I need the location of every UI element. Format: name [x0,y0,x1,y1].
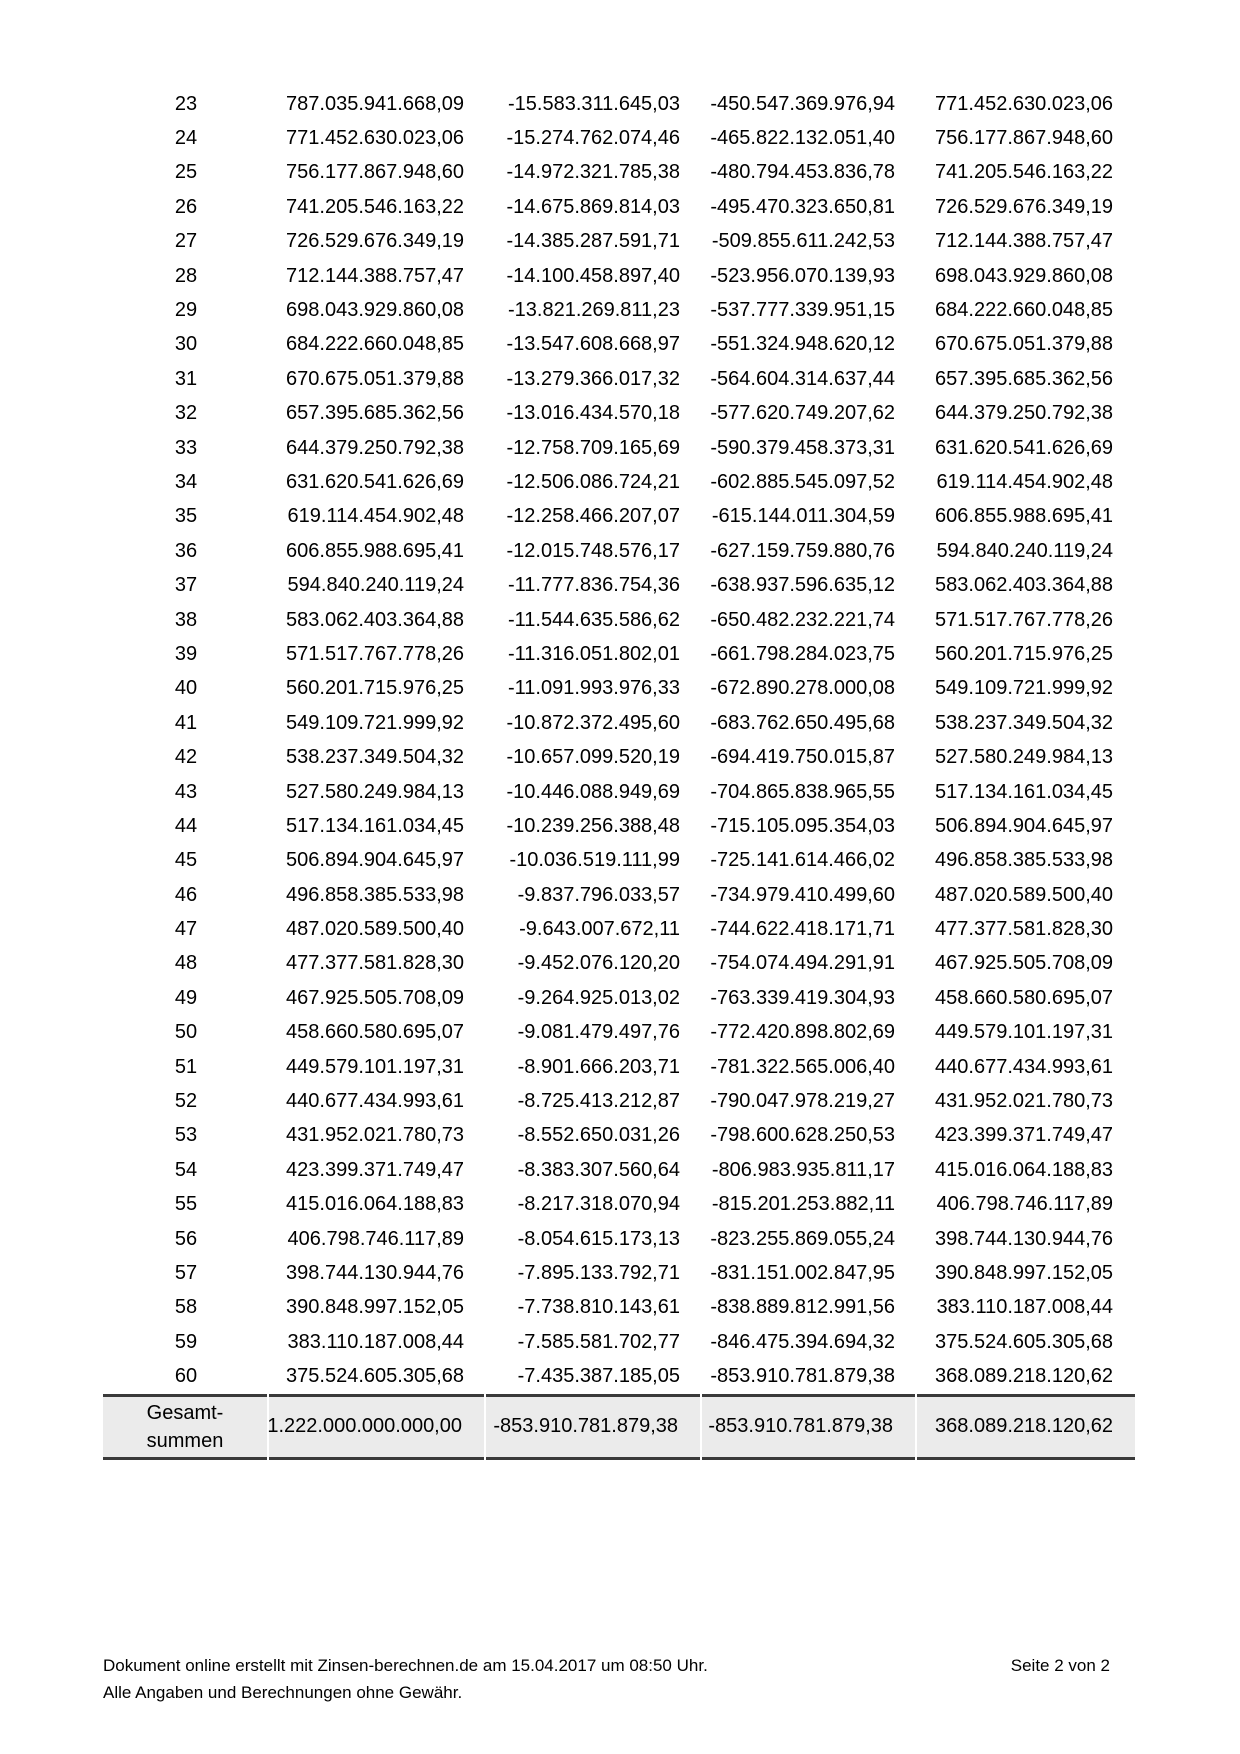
value-cell-col4: 712.144.388.757,47 [935,230,1113,253]
row-number-cell: 53 [174,1124,198,1147]
value-cell-col1: 684.222.660.048,85 [286,333,464,356]
value-cell-col4: 487.020.589.500,40 [935,883,1113,906]
value-cell-col2: -11.544.635.586,62 [507,608,680,631]
value-cell-col1: 375.524.605.305,68 [286,1365,464,1388]
table-row [103,1291,1135,1325]
table-row [103,328,1135,362]
value-cell-col4: 741.205.546.163,22 [935,161,1113,184]
table-row [103,465,1135,499]
value-cell-col2: -9.264.925.013,02 [517,986,680,1009]
value-cell-col1: 670.675.051.379,88 [286,367,464,390]
row-number-cell: 39 [174,642,198,665]
value-cell-col3: -615.144.011.304,59 [711,505,895,528]
value-cell-col3: -744.622.418.171,71 [710,918,895,941]
table-row [103,672,1135,706]
summary-label [103,1394,267,1460]
row-number-cell: 55 [174,1193,198,1216]
value-cell-col3: -790.047.978.219,27 [710,1090,895,1113]
value-cell-col3: -495.470.323.650,81 [710,195,895,218]
value-cell-col3: -772.420.898.802,69 [710,1021,895,1044]
value-cell-col2: -7.435.387.185,05 [517,1365,680,1388]
value-cell-col2: -8.725.413.212,87 [517,1090,680,1113]
value-cell-col2: -11.091.993.976,33 [507,677,680,700]
value-cell-col3: -509.855.611.242,53 [711,230,895,253]
table-row [103,534,1135,568]
row-number-cell: 41 [174,711,198,734]
value-cell-col4: 477.377.581.828,30 [935,918,1113,941]
value-cell-col4: 644.379.250.792,38 [935,402,1113,425]
value-cell-col4: 538.237.349.504,32 [935,711,1113,734]
table-row [103,706,1135,740]
table-row [103,568,1135,602]
value-cell-col4: 756.177.867.948,60 [935,127,1113,150]
value-cell-col1: 527.580.249.984,13 [286,780,464,803]
table-row [103,912,1135,946]
value-cell-col2: -15.583.311.645,03 [507,92,680,115]
value-cell-col2: -9.837.796.033,57 [517,883,680,906]
value-cell-col2: -8.217.318.070,94 [517,1193,680,1216]
row-number-cell: 40 [174,677,198,700]
row-number-cell: 47 [174,918,198,941]
value-cell-col1: 631.620.541.626,69 [286,470,464,493]
row-number-cell: 48 [174,952,198,975]
value-cell-col4: 415.016.064.188,83 [935,1158,1113,1181]
row-number-cell: 56 [174,1227,198,1250]
value-cell-col2: -7.738.810.143,61 [517,1296,680,1319]
table-row [103,1119,1135,1153]
value-cell-col2: -11.777.836.754,36 [507,574,680,597]
value-cell-col3: -537.777.339.951,15 [710,299,895,322]
value-cell-col1: 560.201.715.976,25 [286,677,464,700]
table-row [103,1256,1135,1290]
value-cell-col2: -13.279.366.017,32 [506,367,680,390]
value-cell-col2: -13.821.269.811,23 [507,299,680,322]
value-cell-col1: 571.517.767.778,26 [286,642,464,665]
value-cell-col1: 506.894.904.645,97 [286,849,464,872]
table-row [103,397,1135,431]
row-number-cell: 26 [174,195,198,218]
value-cell-col3: -465.822.132.051,40 [710,127,895,150]
row-number-cell: 36 [174,539,198,562]
value-cell-col1: 583.062.403.364,88 [286,608,464,631]
table-row [103,362,1135,396]
value-cell-col1: 458.660.580.695,07 [286,1021,464,1044]
row-number-cell: 23 [174,92,198,115]
value-cell-col1: 538.237.349.504,32 [286,746,464,769]
value-cell-col3: -725.141.614.466,02 [710,849,895,872]
value-cell-col3: -831.151.002.847,95 [710,1261,895,1284]
table-row [103,156,1135,190]
value-cell-col3: -480.794.453.836,78 [710,161,895,184]
value-cell-col3: -523.956.070.139,93 [710,264,895,287]
value-cell-col3: -694.419.750.015,87 [710,746,895,769]
value-cell-col4: 517.134.161.034,45 [935,780,1113,803]
value-cell-col1: 390.848.997.152,05 [286,1296,464,1319]
value-cell-col1: 406.798.746.117,89 [287,1227,464,1250]
value-cell-col2: -9.643.007.672,11 [519,918,680,941]
table-row [103,603,1135,637]
value-cell-col2: -8.383.307.560,64 [517,1158,680,1181]
table-row [103,1153,1135,1187]
value-cell-col4: 771.452.630.023,06 [935,92,1113,115]
row-number-cell: 24 [174,127,198,150]
table-row [103,1050,1135,1084]
row-number-cell: 42 [174,746,198,769]
value-cell-col3: -551.324.948.620,12 [710,333,895,356]
table-row [103,1222,1135,1256]
value-cell-col3: -650.482.232.221,74 [710,608,895,631]
value-cell-col3: -627.159.759.880,76 [710,539,895,562]
value-cell-col3: -450.547.369.976,94 [710,92,895,115]
value-cell-col4: 368.089.218.120,62 [935,1365,1113,1388]
value-cell-col4: 390.848.997.152,05 [935,1261,1113,1284]
table-row [103,1016,1135,1050]
value-cell-col3: -763.339.419.304,93 [710,986,895,1009]
value-cell-col2: -8.552.650.031,26 [517,1124,680,1147]
footer-line2: Alle Angaben und Berechnungen ohne Gewähr. [103,1683,463,1702]
value-cell-col2: -11.316.051.802,01 [507,642,680,665]
value-cell-col4: 449.579.101.197,31 [935,1021,1113,1044]
table-row [103,87,1135,121]
value-cell-col2: -12.258.466.207,07 [506,505,680,528]
row-number-cell: 60 [174,1365,198,1388]
value-cell-col3: -734.979.410.499,60 [710,883,895,906]
table-row [103,740,1135,774]
value-cell-col2: -14.972.321.785,38 [506,161,680,184]
row-number-cell: 28 [174,264,198,287]
value-cell-col3: -638.937.596.635,12 [710,574,895,597]
table-row [103,947,1135,981]
row-number-cell: 34 [174,470,198,493]
value-cell-col4: 549.109.721.999,92 [935,677,1113,700]
table-row [103,981,1135,1015]
table-row [103,225,1135,259]
value-cell-col3: -781.322.565.006,40 [710,1055,895,1078]
value-cell-col2: -14.100.458.897,40 [506,264,680,287]
value-cell-col4: 571.517.767.778,26 [935,608,1113,631]
value-cell-col4: 560.201.715.976,25 [935,642,1113,665]
value-cell-col1: 741.205.546.163,22 [286,195,464,218]
row-number-cell: 58 [174,1296,198,1319]
value-cell-col4: 383.110.187.008,44 [936,1296,1113,1319]
table-row [103,293,1135,327]
value-cell-col2: -10.036.519.111,99 [509,849,680,872]
value-cell-col2: -9.081.479.497,76 [517,1021,680,1044]
row-number-cell: 33 [174,436,198,459]
value-cell-col3: -853.910.781.879,38 [710,1365,895,1388]
row-number-cell: 25 [174,161,198,184]
value-cell-col1: 398.744.130.944,76 [286,1261,464,1284]
value-cell-col2: -12.015.748.576,17 [506,539,680,562]
value-cell-col3: -704.865.838.965,55 [710,780,895,803]
value-cell-col3: -846.475.394.694,32 [710,1330,895,1353]
value-cell-col3: -590.379.458.373,31 [710,436,895,459]
table-row [103,1188,1135,1222]
summary-label-line1: Gesamt- [146,1401,224,1424]
value-cell-col2: -10.446.088.949,69 [506,780,680,803]
value-cell-col3: -661.798.284.023,75 [710,642,895,665]
value-cell-col1: 771.452.630.023,06 [286,127,464,150]
value-cell-col2: -14.675.869.814,03 [506,195,680,218]
value-cell-col3: -577.620.749.207,62 [710,402,895,425]
value-cell-col4: 583.062.403.364,88 [935,574,1113,597]
value-cell-col1: 517.134.161.034,45 [286,814,464,837]
table-row [103,259,1135,293]
value-cell-col1: 423.399.371.749,47 [286,1158,464,1181]
row-number-cell: 54 [174,1158,198,1181]
value-cell-col4: 619.114.454.902,48 [936,470,1113,493]
value-cell-col3: -798.600.628.250,53 [710,1124,895,1147]
table-row [103,500,1135,534]
value-cell-col2: -10.657.099.520,19 [506,746,680,769]
value-cell-col2: -14.385.287.591,71 [506,230,680,253]
row-number-cell: 38 [174,608,198,631]
value-cell-col4: 398.744.130.944,76 [935,1227,1113,1250]
value-cell-col4: 594.840.240.119,24 [936,539,1113,562]
value-cell-col1: 594.840.240.119,24 [287,574,464,597]
value-cell-col4: 440.677.434.993,61 [935,1055,1113,1078]
summary-total-col3: -853.910.781.879,38 [702,1394,915,1460]
value-cell-col1: 383.110.187.008,44 [287,1330,464,1353]
row-number-cell: 30 [174,333,198,356]
row-number-cell: 27 [174,230,198,253]
summary-label-line2: summen [146,1429,224,1452]
value-cell-col1: 449.579.101.197,31 [286,1055,464,1078]
row-number-cell: 49 [174,986,198,1009]
value-cell-col4: 631.620.541.626,69 [935,436,1113,459]
table-row [103,637,1135,671]
value-cell-col1: 787.035.941.668,09 [286,92,464,115]
row-number-cell: 35 [174,505,198,528]
value-cell-col4: 375.524.605.305,68 [935,1330,1113,1353]
value-cell-col1: 606.855.988.695,41 [286,539,464,562]
value-cell-col1: 756.177.867.948,60 [286,161,464,184]
value-cell-col3: -715.105.095.354,03 [710,814,895,837]
row-number-cell: 44 [174,814,198,837]
value-cell-col4: 496.858.385.533,98 [935,849,1113,872]
value-cell-col2: -13.016.434.570,18 [506,402,680,425]
value-cell-col4: 670.675.051.379,88 [935,333,1113,356]
row-number-cell: 31 [174,367,198,390]
value-cell-col4: 684.222.660.048,85 [935,299,1113,322]
row-number-cell: 43 [174,780,198,803]
value-cell-col2: -15.274.762.074,46 [506,127,680,150]
document-footer [103,1652,708,1706]
table-row [103,1359,1135,1393]
value-cell-col4: 506.894.904.645,97 [935,814,1113,837]
row-number-cell: 59 [174,1330,198,1353]
value-cell-col1: 431.952.021.780,73 [286,1124,464,1147]
footer-line1: Dokument online erstellt mit Zinsen-berechnen.de am 15.04.2017 um 08:50 Uhr. [103,1656,708,1675]
value-cell-col3: -806.983.935.811,17 [711,1158,895,1181]
row-number-cell: 37 [174,574,198,597]
value-cell-col1: 477.377.581.828,30 [286,952,464,975]
value-cell-col3: -838.889.812.991,56 [710,1296,895,1319]
row-number-cell: 50 [174,1021,198,1044]
summary-total-col1: 1.222.000.000.000,00 [269,1394,484,1460]
value-cell-col4: 527.580.249.984,13 [935,746,1113,769]
value-cell-col3: -754.074.494.291,91 [710,952,895,975]
table-row [103,775,1135,809]
value-cell-col2: -10.872.372.495,60 [506,711,680,734]
row-number-cell: 45 [174,849,198,872]
value-cell-col1: 487.020.589.500,40 [286,918,464,941]
value-cell-col3: -823.255.869.055,24 [710,1227,895,1250]
row-number-cell: 32 [174,402,198,425]
value-cell-col1: 712.144.388.757,47 [286,264,464,287]
value-cell-col4: 726.529.676.349,19 [935,195,1113,218]
value-cell-col3: -672.890.278.000,08 [710,677,895,700]
table-row [103,878,1135,912]
value-cell-col1: 657.395.685.362,56 [286,402,464,425]
value-cell-col4: 467.925.505.708,09 [935,952,1113,975]
row-number-cell: 57 [174,1261,198,1284]
value-cell-col4: 423.399.371.749,47 [935,1124,1113,1147]
value-cell-col2: -7.895.133.792,71 [517,1261,680,1284]
value-cell-col1: 644.379.250.792,38 [286,436,464,459]
row-number-cell: 29 [174,299,198,322]
value-cell-col1: 726.529.676.349,19 [286,230,464,253]
page-number-label: Seite 2 von 2 [1010,1656,1110,1675]
value-cell-col2: -10.239.256.388,48 [506,814,680,837]
value-cell-col2: -12.506.086.724,21 [506,470,680,493]
value-cell-col2: -7.585.581.702,77 [517,1330,680,1353]
amortization-table [103,87,1135,1460]
table-row [103,1325,1135,1359]
value-cell-col1: 619.114.454.902,48 [287,505,464,528]
row-number-cell: 51 [174,1055,198,1078]
value-cell-col1: 440.677.434.993,61 [286,1090,464,1113]
value-cell-col3: -683.762.650.495,68 [710,711,895,734]
value-cell-col3: -815.201.253.882,11 [711,1193,895,1216]
value-cell-col3: -564.604.314.637,44 [710,367,895,390]
value-cell-col4: 606.855.988.695,41 [935,505,1113,528]
value-cell-col2: -8.054.615.173,13 [517,1227,680,1250]
table-row [103,121,1135,155]
value-cell-col1: 467.925.505.708,09 [286,986,464,1009]
value-cell-col4: 431.952.021.780,73 [935,1090,1113,1113]
value-cell-col2: -8.901.666.203,71 [517,1055,680,1078]
row-number-cell: 52 [174,1090,198,1113]
summary-total-col2: -853.910.781.879,38 [486,1394,700,1460]
summary-total-col4: 368.089.218.120,62 [917,1394,1135,1460]
value-cell-col2: -9.452.076.120,20 [517,952,680,975]
value-cell-col2: -13.547.608.668,97 [506,333,680,356]
summary-row [103,1394,1135,1460]
value-cell-col1: 415.016.064.188,83 [286,1193,464,1216]
value-cell-col2: -12.758.709.165,69 [506,436,680,459]
table-body [103,87,1135,1394]
value-cell-col1: 496.858.385.533,98 [286,883,464,906]
table-row [103,844,1135,878]
value-cell-col3: -602.885.545.097,52 [710,470,895,493]
table-row [103,1084,1135,1118]
table-row [103,809,1135,843]
value-cell-col4: 458.660.580.695,07 [935,986,1113,1009]
table-row [103,431,1135,465]
table-row [103,190,1135,224]
row-number-cell: 46 [174,883,198,906]
value-cell-col1: 549.109.721.999,92 [286,711,464,734]
value-cell-col4: 406.798.746.117,89 [936,1193,1113,1216]
value-cell-col4: 698.043.929.860,08 [935,264,1113,287]
value-cell-col4: 657.395.685.362,56 [935,367,1113,390]
value-cell-col1: 698.043.929.860,08 [286,299,464,322]
